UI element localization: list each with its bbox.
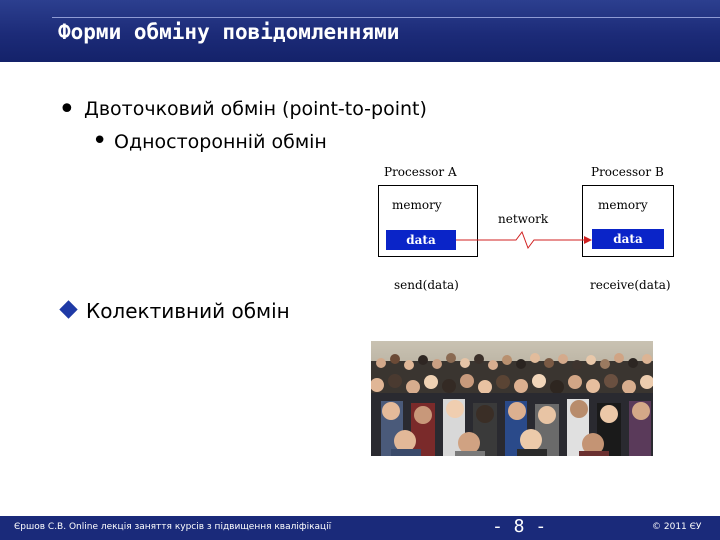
bullet-dot-icon: • bbox=[92, 126, 108, 156]
bullet-collective-text: Колективний обмін bbox=[86, 299, 290, 323]
title-rule bbox=[52, 17, 720, 18]
processor-b-label: Processor B bbox=[591, 165, 664, 179]
bullet-one-way-text: Односторонній обмін bbox=[114, 131, 327, 153]
bullet-dot-icon: • bbox=[58, 92, 76, 127]
memory-a-label: memory bbox=[392, 198, 442, 212]
diamond-bullet-icon bbox=[59, 300, 77, 318]
network-label: network bbox=[498, 212, 549, 226]
data-a-box: data bbox=[386, 230, 456, 250]
footer-copyright: © 2011 ЄУ bbox=[652, 522, 702, 532]
page-number: - 8 - bbox=[492, 516, 547, 537]
slide-title: Форми обміну повідомленнями bbox=[58, 20, 400, 44]
memory-b-label: memory bbox=[598, 198, 648, 212]
send-label: send(data) bbox=[394, 278, 459, 292]
point-to-point-diagram bbox=[370, 160, 690, 300]
data-b-box: data bbox=[592, 229, 664, 249]
crowd-photo bbox=[371, 341, 653, 456]
title-bar bbox=[0, 0, 720, 62]
bullet-point-to-point-text: Двоточковий обмін (point-to-point) bbox=[84, 98, 427, 120]
footer-author: Єршов С.В. Online лекція заняття курсів з підвищення кваліфікації bbox=[14, 522, 332, 532]
receive-label: receive(data) bbox=[590, 278, 671, 292]
processor-a-label: Processor A bbox=[384, 165, 457, 179]
crowd-photo-image bbox=[371, 341, 653, 456]
footer-bar bbox=[0, 516, 720, 540]
